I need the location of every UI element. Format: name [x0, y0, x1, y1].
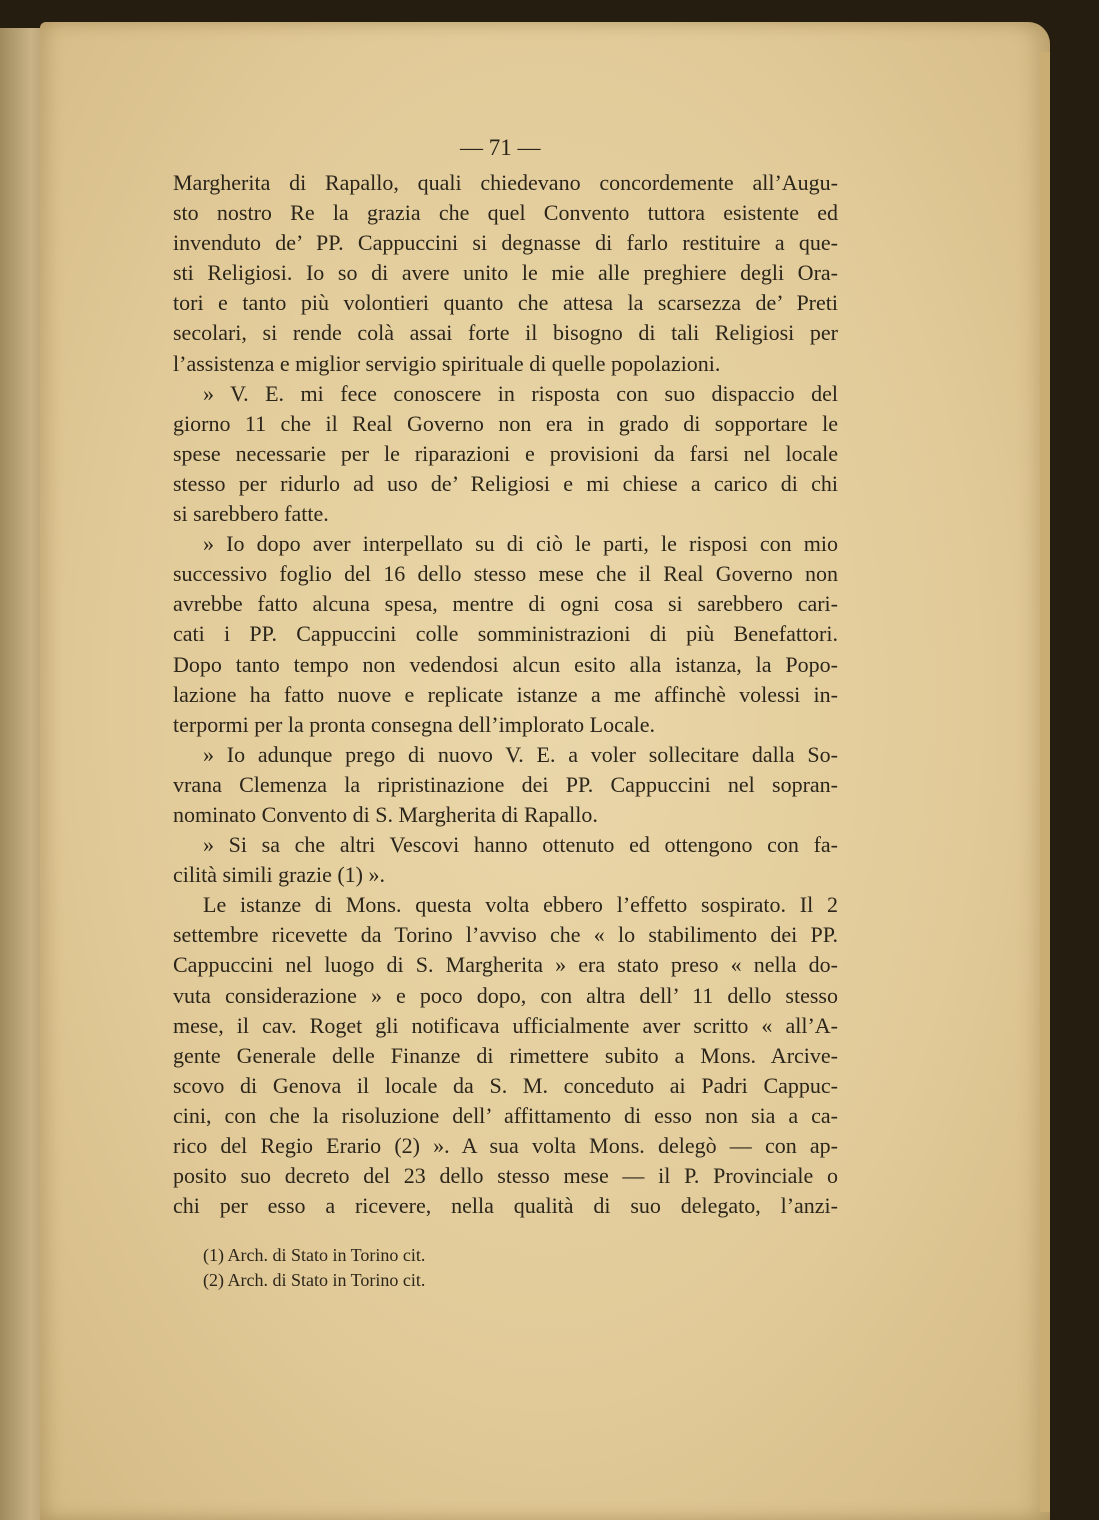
text-line: vrana Clemenza la ripristinazione dei PP. Cappuccini nel sopran-	[173, 771, 838, 797]
text-line: tori e tanto più volontieri quanto che attesa la scarsezza de’ Preti	[173, 290, 838, 316]
text-line: chi per esso a ricevere, nella qualità di suo delegato, l’anzi-	[173, 1193, 838, 1219]
text-line: scovo di Genova il locale da S. M. conceduto ai Padri Cappuc-	[173, 1072, 838, 1098]
text-line: » Io dopo aver interpellato su di ciò le parti, le risposi con mio	[203, 531, 838, 557]
body-text	[173, 168, 838, 1221]
text-line: Cappuccini nel luogo di S. Margherita » era stato preso « nella do-	[173, 952, 838, 978]
text-line: Margherita di Rapallo, quali chiedevano concordemente all’Augu-	[173, 170, 838, 195]
text-line: cilità simili grazie (1) ».	[173, 862, 385, 888]
text-line: rico del Regio Erario (2) ». A sua volta Mons. delegò — con ap-	[173, 1133, 838, 1158]
text-line: vuta considerazione » e poco dopo, con altra dell’ 11 dello stesso	[173, 982, 838, 1008]
footnote: (1) Arch. di Stato in Torino cit.	[203, 1245, 426, 1265]
text-line: » Io adunque prego di nuovo V. E. a voler sollecitare dalla So-	[203, 741, 838, 767]
text-line: sto nostro Re la grazia che quel Convento tuttora esistente ed	[173, 200, 838, 226]
text-line: invenduto de’ PP. Cappuccini si degnasse di farlo restituire a que-	[173, 230, 838, 256]
footnotes	[203, 1243, 425, 1293]
text-line: » V. E. mi fece conoscere in risposta con suo dispaccio del	[203, 380, 838, 406]
page-number: — 71 —	[460, 135, 541, 160]
text-line: secolari, si rende colà assai forte il bisogno di tali Religiosi per	[173, 320, 838, 346]
text-line: » Si sa che altri Vescovi hanno ottenuto ed ottengono con fa-	[203, 832, 838, 858]
text-line: cati i PP. Cappuccini colle somministrazioni di più Benefattori.	[173, 621, 838, 647]
text-line: sti Religiosi. Io so di avere unito le mie alle preghiere degli Ora-	[173, 260, 838, 286]
text-line: giorno 11 che il Real Governo non era in grado di sopportare le	[173, 410, 838, 436]
text-line: Dopo tanto tempo non vedendosi alcun esito alla istanza, la Popo-	[173, 651, 838, 677]
text-line: terpormi per la pronta consegna dell’implorato Locale.	[173, 711, 655, 737]
footnote: (2) Arch. di Stato in Torino cit.	[203, 1270, 426, 1290]
text-line: mese, il cav. Roget gli notificava ufficialmente aver scritto « all’A-	[173, 1012, 838, 1038]
text-line: Le istanze di Mons. questa volta ebbero l’effetto sospirato. Il 2	[203, 892, 838, 918]
text-line: cini, con che la risoluzione dell’ affittamento di esso non sia a ca-	[173, 1102, 838, 1128]
text-line: si sarebbero fatte.	[173, 501, 329, 527]
text-line: nominato Convento di S. Margherita di Rapallo.	[173, 801, 598, 827]
text-line: gente Generale delle Finanze di rimettere subito a Mons. Arcive-	[173, 1042, 838, 1068]
text-line: stesso per ridurlo ad uso de’ Religiosi e mi chiese a carico di chi	[173, 470, 838, 496]
text-line: posito suo decreto del 23 dello stesso mese — il P. Provinciale o	[173, 1163, 838, 1189]
text-line: lazione ha fatto nuove e replicate istanze a me affinchè volessi in-	[173, 681, 838, 707]
text-line: successivo foglio del 16 dello stesso mese che il Real Governo non	[173, 561, 838, 587]
text-line: spese necessarie per le riparazioni e provisioni da farsi nel locale	[173, 440, 838, 466]
text-line: avrebbe fatto alcuna spesa, mentre di ogni cosa si sarebbero cari-	[173, 591, 838, 617]
text-line: l’assistenza e miglior servigio spirituale di quelle popolazioni.	[173, 350, 721, 376]
page-edge-shadow	[1040, 52, 1050, 1512]
text-line: settembre ricevette da Torino l’avviso che « lo stabilimento dei PP.	[173, 922, 838, 948]
